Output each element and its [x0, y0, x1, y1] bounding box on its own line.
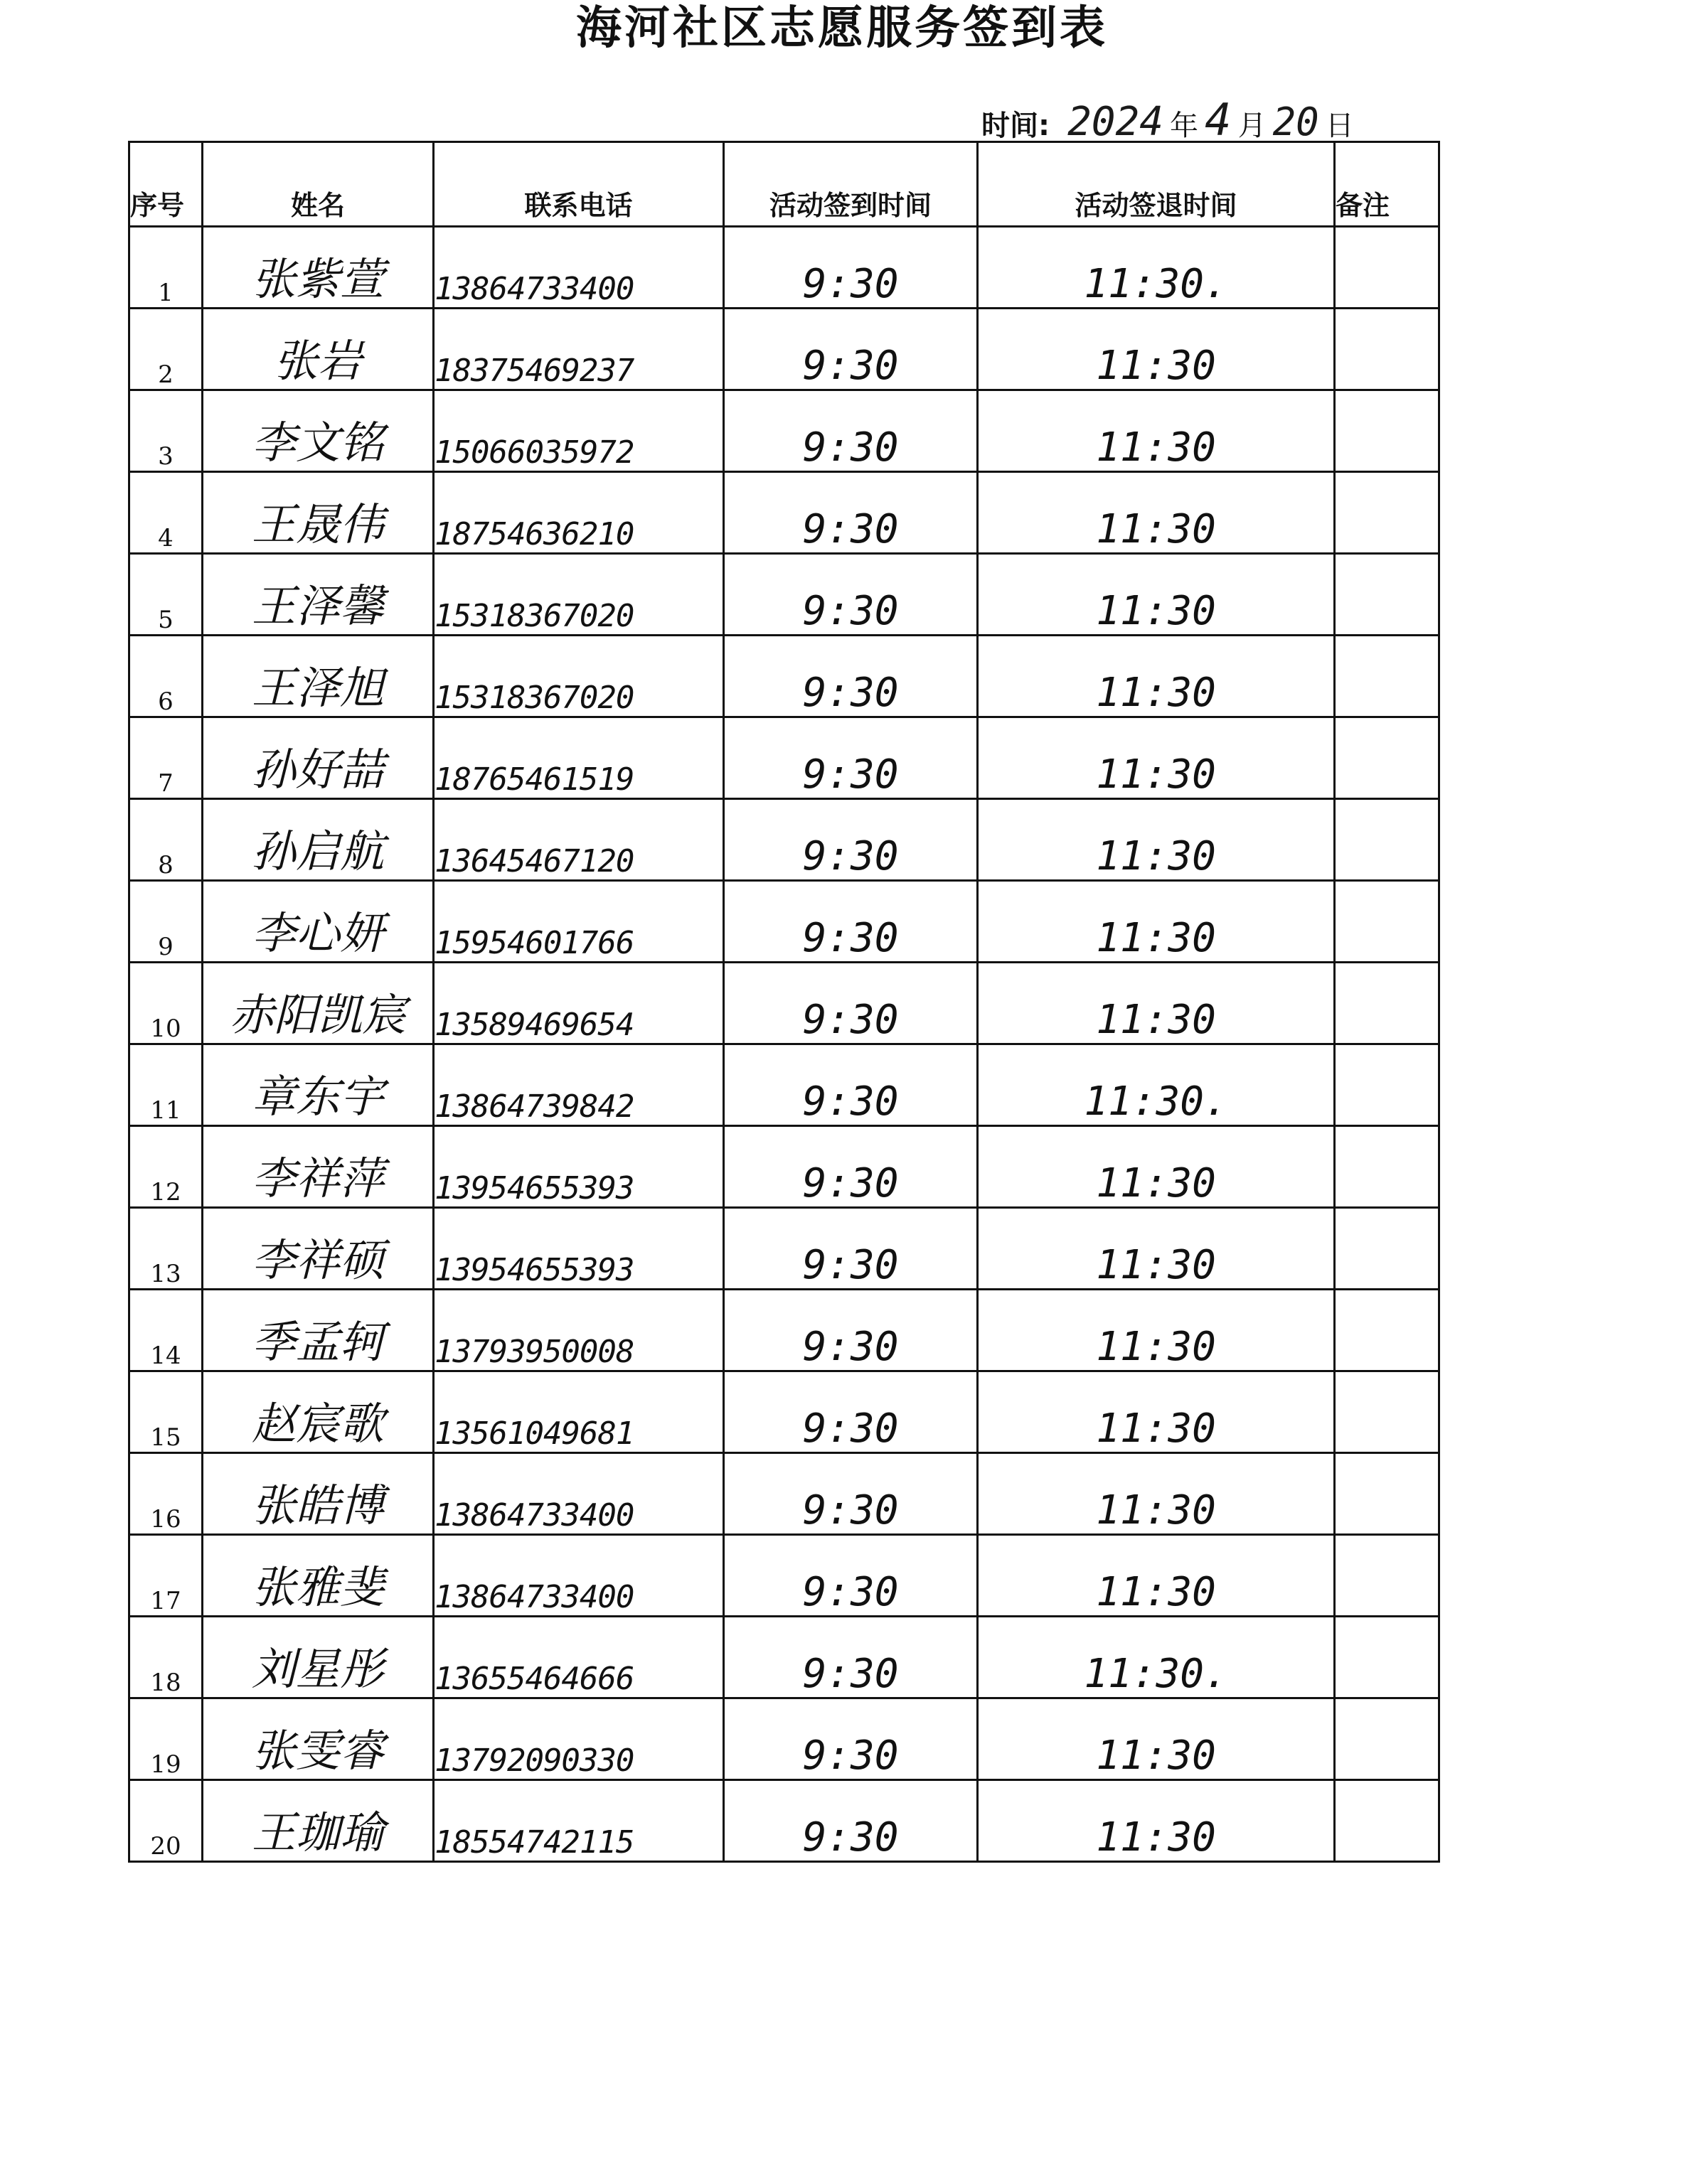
checkin-time: 9:30	[724, 636, 978, 717]
checkout-time: 11:30	[978, 554, 1335, 636]
checkout-time: 11:30	[978, 1698, 1335, 1780]
date-year: 2024	[1067, 99, 1163, 145]
checkout-time: 11:30	[978, 1371, 1335, 1453]
table-row	[129, 1780, 1439, 1862]
signin-table	[128, 141, 1440, 1863]
checkout-time: 11:30	[978, 963, 1335, 1044]
checkout-time: 11:30	[978, 636, 1335, 717]
phone-number: 13954655393	[434, 1126, 724, 1208]
table-row	[129, 472, 1439, 554]
phone-number: 13645467120	[434, 799, 724, 881]
phone-number: 13954655393	[434, 1208, 724, 1290]
checkout-time: 11:30.	[978, 1044, 1335, 1126]
note-cell	[1335, 227, 1439, 309]
checkin-time: 9:30	[724, 390, 978, 472]
phone-number: 13864739842	[434, 1044, 724, 1126]
note-cell	[1335, 1453, 1439, 1535]
phone-number: 13792090330	[434, 1698, 724, 1780]
row-number: 11	[129, 1044, 203, 1126]
volunteer-name: 孙启航	[203, 799, 434, 881]
note-cell	[1335, 1044, 1439, 1126]
row-number: 6	[129, 636, 203, 717]
volunteer-name: 王晟伟	[203, 472, 434, 554]
table-row	[129, 1617, 1439, 1698]
phone-number: 15066035972	[434, 390, 724, 472]
volunteer-name: 孙好喆	[203, 717, 434, 799]
row-number: 14	[129, 1290, 203, 1371]
note-cell	[1335, 309, 1439, 390]
volunteer-name: 王珈瑜	[203, 1780, 434, 1862]
row-number: 7	[129, 717, 203, 799]
note-cell	[1335, 1535, 1439, 1617]
checkin-time: 9:30	[724, 1617, 978, 1698]
row-number: 20	[129, 1780, 203, 1862]
note-cell	[1335, 1780, 1439, 1862]
checkout-time: 11:30	[978, 881, 1335, 963]
row-number: 15	[129, 1371, 203, 1453]
checkout-time: 11:30	[978, 390, 1335, 472]
phone-number: 13864733400	[434, 1453, 724, 1535]
volunteer-name: 李祥萍	[203, 1126, 434, 1208]
volunteer-name: 刘星彤	[203, 1617, 434, 1698]
date-label: 时间:	[981, 109, 1050, 142]
checkin-time: 9:30	[724, 1780, 978, 1862]
table-row	[129, 799, 1439, 881]
volunteer-name: 李文铭	[203, 390, 434, 472]
row-number: 16	[129, 1453, 203, 1535]
phone-number: 13793950008	[434, 1290, 724, 1371]
checkout-time: 11:30.	[978, 1617, 1335, 1698]
note-cell	[1335, 554, 1439, 636]
header-phone: 联系电话	[434, 142, 724, 227]
table-row	[129, 1371, 1439, 1453]
note-cell	[1335, 717, 1439, 799]
table-row	[129, 717, 1439, 799]
checkout-time: 11:30	[978, 799, 1335, 881]
date-year-unit: 年	[1170, 109, 1199, 142]
page-title: 海河社区志愿服务签到表	[576, 2, 1108, 55]
checkout-time: 11:30	[978, 309, 1335, 390]
checkin-time: 9:30	[724, 554, 978, 636]
phone-number: 18375469237	[434, 309, 724, 390]
checkin-time: 9:30	[724, 1290, 978, 1371]
volunteer-name: 张雅斐	[203, 1535, 434, 1617]
table-row	[129, 227, 1439, 309]
note-cell	[1335, 881, 1439, 963]
table-row	[129, 1290, 1439, 1371]
row-number: 2	[129, 309, 203, 390]
checkout-time: 11:30	[978, 1780, 1335, 1862]
table-row	[129, 1208, 1439, 1290]
table-row	[129, 1044, 1439, 1126]
table-row	[129, 963, 1439, 1044]
checkout-time: 11:30	[978, 717, 1335, 799]
checkout-time: 11:30	[978, 1535, 1335, 1617]
volunteer-name: 赤阳凯宸	[203, 963, 434, 1044]
phone-number: 13561049681	[434, 1371, 724, 1453]
phone-number: 18554742115	[434, 1780, 724, 1862]
row-number: 8	[129, 799, 203, 881]
checkin-time: 9:30	[724, 1698, 978, 1780]
row-number: 18	[129, 1617, 203, 1698]
table-row	[129, 1453, 1439, 1535]
note-cell	[1335, 1617, 1439, 1698]
row-number: 12	[129, 1126, 203, 1208]
table-row	[129, 390, 1439, 472]
checkout-time: 11:30	[978, 1208, 1335, 1290]
row-number: 5	[129, 554, 203, 636]
phone-number: 13589469654	[434, 963, 724, 1044]
checkin-time: 9:30	[724, 881, 978, 963]
table-row	[129, 1535, 1439, 1617]
phone-number: 15954601766	[434, 881, 724, 963]
note-cell	[1335, 1698, 1439, 1780]
date-month: 4	[1205, 94, 1232, 146]
note-cell	[1335, 1208, 1439, 1290]
row-number: 19	[129, 1698, 203, 1780]
table-row	[129, 309, 1439, 390]
phone-number: 13864733400	[434, 1535, 724, 1617]
checkin-time: 9:30	[724, 1453, 978, 1535]
volunteer-name: 李心妍	[203, 881, 434, 963]
note-cell	[1335, 1126, 1439, 1208]
checkin-time: 9:30	[724, 1126, 978, 1208]
header-checkout: 活动签退时间	[978, 142, 1335, 227]
row-number: 13	[129, 1208, 203, 1290]
note-cell	[1335, 390, 1439, 472]
note-cell	[1335, 1371, 1439, 1453]
date-day: 20	[1272, 100, 1319, 144]
phone-number: 15318367020	[434, 636, 724, 717]
row-number: 3	[129, 390, 203, 472]
date-month-unit: 月	[1237, 109, 1267, 142]
volunteer-name: 赵宸歌	[203, 1371, 434, 1453]
phone-number: 15318367020	[434, 554, 724, 636]
checkin-time: 9:30	[724, 1535, 978, 1617]
checkin-time: 9:30	[724, 227, 978, 309]
volunteer-name: 张岩	[203, 309, 434, 390]
note-cell	[1335, 472, 1439, 554]
volunteer-name: 王泽馨	[203, 554, 434, 636]
table-row	[129, 554, 1439, 636]
header-name: 姓名	[203, 142, 434, 227]
checkin-time: 9:30	[724, 1371, 978, 1453]
phone-number: 13655464666	[434, 1617, 724, 1698]
volunteer-name: 张雯睿	[203, 1698, 434, 1780]
checkout-time: 11:30	[978, 472, 1335, 554]
row-number: 4	[129, 472, 203, 554]
header-checkin: 活动签到时间	[724, 142, 978, 227]
volunteer-name: 张皓博	[203, 1453, 434, 1535]
row-number: 17	[129, 1535, 203, 1617]
checkout-time: 11:30.	[978, 227, 1335, 309]
row-number: 1	[129, 227, 203, 309]
table-row	[129, 1698, 1439, 1780]
table-row	[129, 881, 1439, 963]
row-number: 10	[129, 963, 203, 1044]
note-cell	[1335, 963, 1439, 1044]
checkin-time: 9:30	[724, 963, 978, 1044]
header-note: 备注	[1335, 142, 1439, 227]
phone-number: 13864733400	[434, 227, 724, 309]
table-row	[129, 636, 1439, 717]
volunteer-name: 章东宇	[203, 1044, 434, 1126]
row-number: 9	[129, 881, 203, 963]
checkin-time: 9:30	[724, 717, 978, 799]
phone-number: 18765461519	[434, 717, 724, 799]
table-header-row	[129, 142, 1439, 227]
date-line	[981, 94, 1357, 144]
note-cell	[1335, 799, 1439, 881]
checkin-time: 9:30	[724, 309, 978, 390]
volunteer-name: 李祥硕	[203, 1208, 434, 1290]
checkin-time: 9:30	[724, 799, 978, 881]
checkout-time: 11:30	[978, 1126, 1335, 1208]
checkin-time: 9:30	[724, 1044, 978, 1126]
checkin-time: 9:30	[724, 1208, 978, 1290]
note-cell	[1335, 1290, 1439, 1371]
header-no: 序号	[129, 142, 203, 227]
checkout-time: 11:30	[978, 1453, 1335, 1535]
date-day-unit: 日	[1325, 109, 1354, 142]
note-cell	[1335, 636, 1439, 717]
phone-number: 18754636210	[434, 472, 724, 554]
table-row	[129, 1126, 1439, 1208]
checkout-time: 11:30	[978, 1290, 1335, 1371]
volunteer-name: 季孟轲	[203, 1290, 434, 1371]
volunteer-name: 张紫萱	[203, 227, 434, 309]
checkin-time: 9:30	[724, 472, 978, 554]
volunteer-name: 王泽旭	[203, 636, 434, 717]
